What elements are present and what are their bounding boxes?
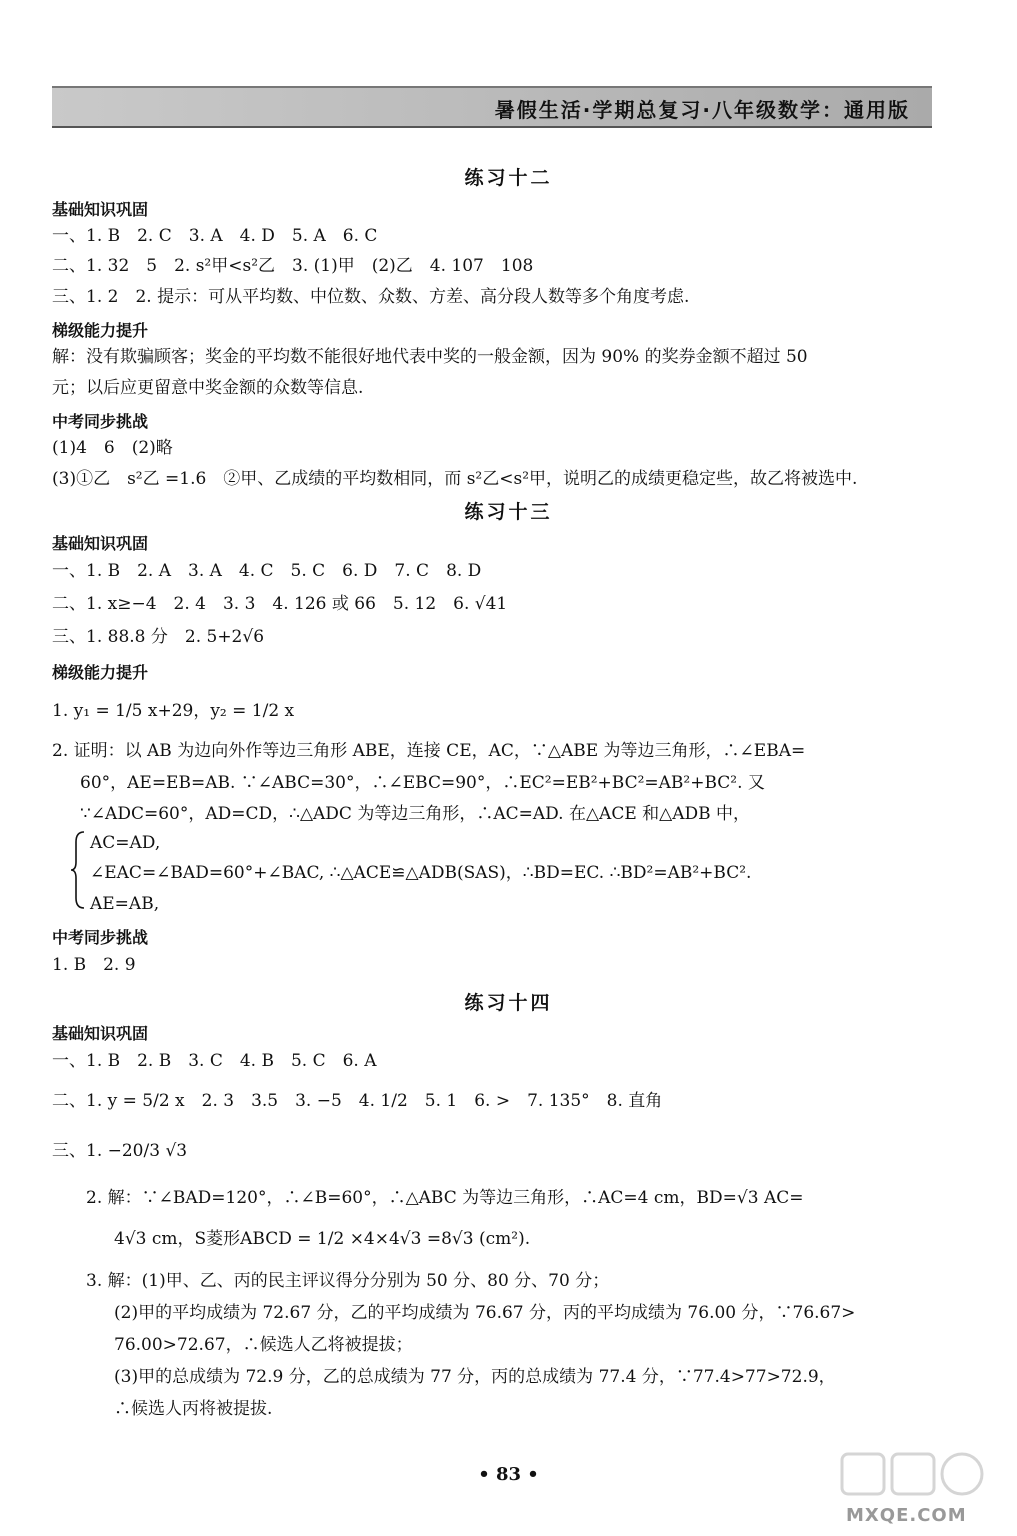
section-title-13: 练习十三 [464,501,553,523]
section-title-14: 练习十四 [464,992,553,1014]
answer-line: 三、1. −20/3 √3 [52,1141,188,1161]
answer-line: (1)4 6 (2)略 [52,438,173,458]
brace-icon [70,830,88,910]
answer-line: 2. 解：∵∠BAD=120°，∴∠B=60°，∴△ABC 为等边三角形，∴AC=4 cm，BD=√3 AC= [86,1188,804,1208]
answer-line: 4√3 cm，S菱形ABCD = 1/2 ×4×4√3 =8√3 (cm²). [114,1229,531,1249]
header-banner [52,86,932,128]
answer-line: 二、1. x≥−4 2. 4 3. 3 4. 126 或 66 5. 12 6. √41 [52,594,508,614]
answer-line: 3. 解：(1)甲、乙、丙的民主评议得分分别为 50 分、80 分、70 分； [86,1271,610,1291]
subheading-advanced: 梯级能力提升 [52,663,149,682]
answer-line: 二、1. y = 5/2 x 2. 3 3.5 3. −5 4. 1/2 5. 1 6. > 7. 135° 8. 直角 [52,1091,663,1111]
subheading-advanced: 梯级能力提升 [52,321,149,340]
answer-line: 三、1. 2 2. 提示：可从平均数、中位数、众数、方差、高分段人数等多个角度考虑. [52,287,690,307]
answer-line: 1. B 2. 9 [52,955,136,975]
answer-line: 1. y₁ = 1/5 x+29，y₂ = 1/2 x [52,701,295,721]
subheading-basic: 基础知识巩固 [52,534,149,553]
answer-line: 76.00>72.67，∴候选人乙将被提拔； [114,1335,413,1355]
answer-line: 三、1. 88.8 分 2. 5+2√6 [52,627,265,647]
system-line: AC=AD, [90,833,161,853]
answer-line: (2)甲的平均成绩为 72.67 分，乙的平均成绩为 76.67 分，丙的平均成绩为 76.00 分，∵76.67> [114,1303,856,1323]
answer-line: 二、1. 32 5 2. s²甲<s²乙 3. (1)甲 (2)乙 4. 107 108 [52,256,534,276]
answer-line: 一、1. B 2. B 3. C 4. B 5. C 6. A [52,1051,377,1071]
header-title: 暑假生活·学期总复习·八年级数学：通用版 [494,98,910,122]
answer-line: 解：没有欺骗顾客；奖金的平均数不能很好地代表中奖的一般金额，因为 90% 的奖券金额不超过 50 [52,347,808,367]
subheading-basic: 基础知识巩固 [52,1024,149,1043]
subheading-exam: 中考同步挑战 [52,928,149,947]
answer-line: (3)①乙 s²乙 =1.6 ②甲、乙成绩的平均数相同，而 s²乙<s²甲，说明乙的成绩更稳定些，故乙将被选中. [52,469,858,489]
answer-line: 2. 证明：以 AB 为边向外作等边三角形 ABE，连接 CE，AC，∵△ABE 为等边三角形，∴∠EBA= [52,741,806,761]
answer-line: ∵∠ADC=60°，AD=CD，∴△ADC 为等边三角形，∴AC=AD. 在△ACE 和△ADB 中， [80,804,751,824]
answer-line: 60°，AE=EB=AB. ∵∠ABC=30°，∴∠EBC=90°，∴EC²=EB²+BC²=AB²+BC². 又 [80,773,765,793]
system-line: ∠EAC=∠BAD=60°+∠BAC, ∴△ACE≌△ADB(SAS)，∴BD=EC. ∴BD²=AB²+BC². [90,863,752,883]
subheading-basic: 基础知识巩固 [52,200,149,219]
page-number: • 83 • [478,1464,539,1485]
answer-line: ∴候选人丙将被提拔. [114,1399,273,1419]
answer-line: 元；以后应更留意中奖金额的众数等信息. [52,378,364,398]
answer-line: 一、1. B 2. C 3. A 4. D 5. A 6. C [52,226,378,246]
system-line: AE=AB, [90,894,160,914]
answer-line: (3)甲的总成绩为 72.9 分，乙的总成绩为 77 分，丙的总成绩为 77.4 分，∵77.4>77>72.9， [114,1367,836,1387]
section-title-12: 练习十二 [464,167,553,189]
subheading-exam: 中考同步挑战 [52,412,149,431]
answer-line: 一、1. B 2. A 3. A 4. C 5. C 6. D 7. C 8. D [52,561,482,581]
watermark-text: MXQE.COM [846,1505,967,1526]
